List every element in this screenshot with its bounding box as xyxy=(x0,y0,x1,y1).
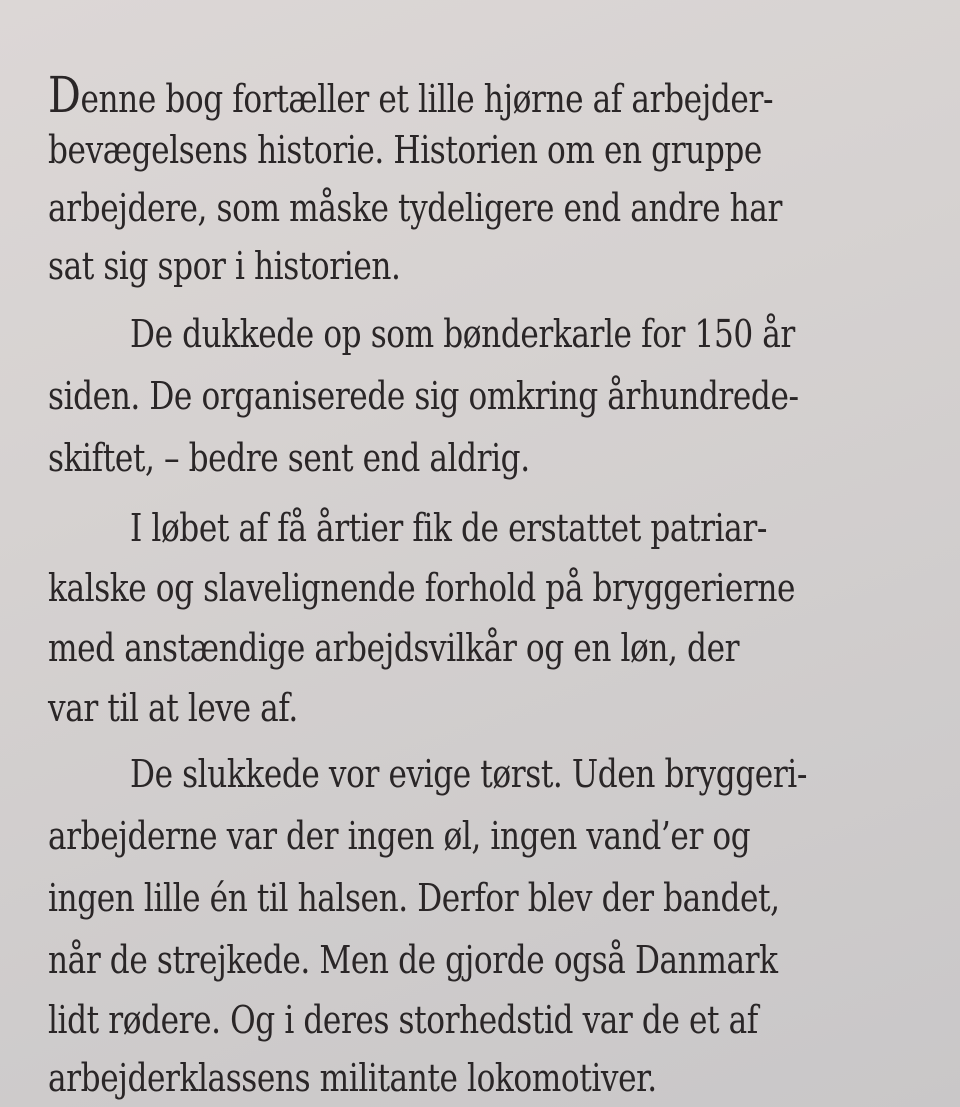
paragraph-1-line-3: arbejdere, som måske tydeligere end andre har xyxy=(48,186,782,230)
paragraph-3-line-3: med anstændige arbejdsvilkår og en løn, der xyxy=(48,626,740,670)
paragraph-2-line-1: De dukkede op som bønderkarle for 150 år xyxy=(130,312,795,356)
paragraph-3-line-4: var til at leve af. xyxy=(48,686,298,730)
paragraph-4-line-2: arbejderne var der ingen øl, ingen vand’er og xyxy=(48,814,751,858)
paragraph-4-line-3: ingen lille én til halsen. Derfor blev der bandet, xyxy=(48,876,780,920)
paragraph-1-line-2: bevægelsens historie. Historien om en gruppe xyxy=(48,128,762,172)
paragraph-1-line-4: sat sig spor i historien. xyxy=(48,244,401,288)
paragraph-3-line-2: kalske og slavelignende forhold på bryggerierne xyxy=(48,566,796,610)
paragraph-4-line-1: De slukkede vor evige tørst. Uden bryggeri- xyxy=(130,752,807,796)
paragraph-3-line-1: I løbet af få årtier fik de erstattet patriar- xyxy=(130,506,767,550)
line-text: enne bog fortæller et lille hjørne af arbejder- xyxy=(80,77,774,121)
paragraph-4-line-4: når de strejkede. Men de gjorde også Danmark xyxy=(48,938,778,982)
drop-cap: D xyxy=(48,66,81,124)
paragraph-4-line-5: lidt rødere. Og i deres storhedstid var de et af xyxy=(48,998,758,1042)
paragraph-2-line-3: skiftet, – bedre sent end aldrig. xyxy=(48,436,530,480)
paragraph-2-line-2: siden. De organiserede sig omkring århundrede- xyxy=(48,374,799,418)
paragraph-1-line-1 xyxy=(48,66,774,124)
paragraph-4-line-6: arbejderklassens militante lokomotiver. xyxy=(48,1056,657,1100)
